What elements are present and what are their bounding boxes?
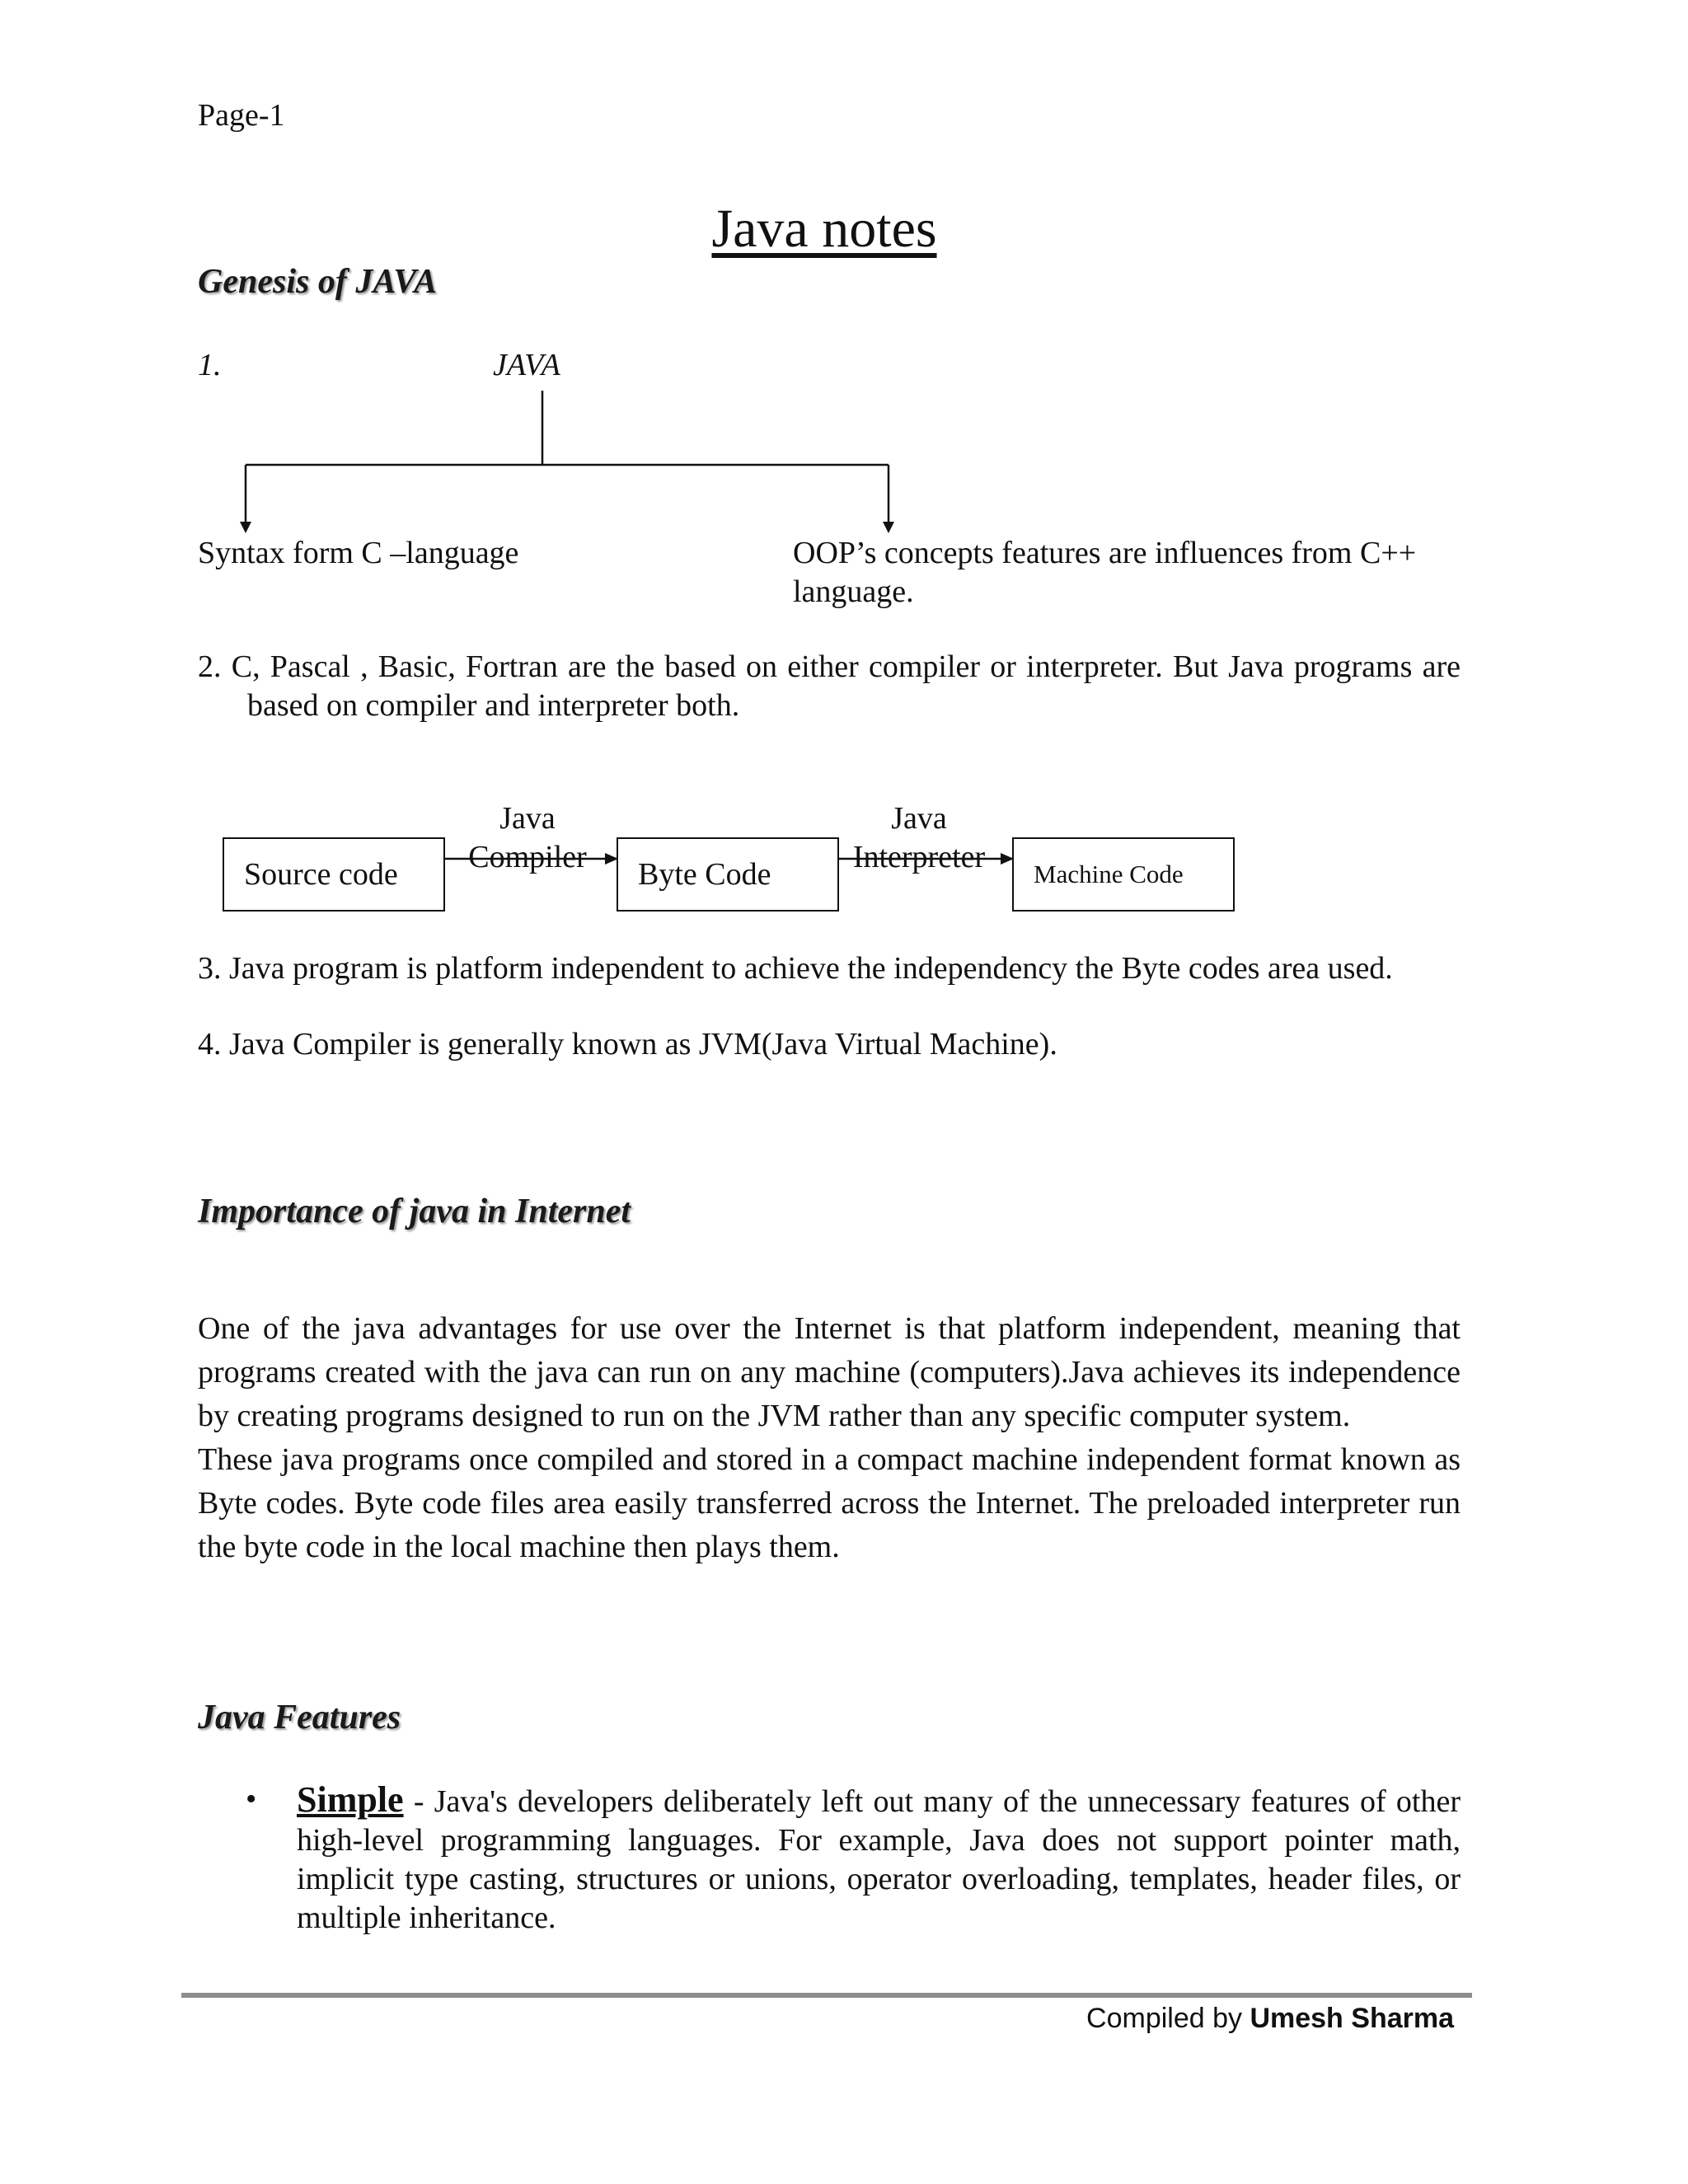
section-heading-features: Java Features xyxy=(198,1699,401,1736)
branch-left-text: Syntax form C –language xyxy=(198,536,519,570)
flow-arrow-label-interpreter: Java Interpreter xyxy=(852,801,986,874)
flow-box-machine-code xyxy=(1012,837,1235,912)
importance-paragraph-2: These java programs once compiled and stored in a compact machine independent format known as Byte codes. Byte code files area easily transferred across the Internet. The preloaded interpreter run the byte code in the local machine then plays them. xyxy=(198,1442,1461,1564)
footer-divider xyxy=(181,1993,1472,1998)
page-number: Page-1 xyxy=(198,98,285,133)
section-heading-genesis: Genesis of JAVA xyxy=(198,263,438,301)
footer-author: Umesh Sharma xyxy=(1250,2003,1454,2034)
importance-paragraph-1: One of the java advantages for use over the Internet is that platform independent, meaning that programs created with the java can run on any machine (computers).Java achieves its independence by creating programs designed to run on the JVM rather than any specific computer system. xyxy=(198,1311,1461,1433)
flow-box-source-code-label: Source code xyxy=(244,857,398,892)
paragraph-item-4: 4. Java Compiler is generally known as JVM(Java Virtual Machine). xyxy=(198,1027,1057,1062)
item-number-1: 1. xyxy=(198,348,222,382)
section-heading-importance: Importance of java in Internet xyxy=(198,1193,631,1230)
paragraph-item-3: 3. Java program is platform independent to achieve the independency the Byte codes area used. xyxy=(198,951,1393,986)
branch-right-text: OOP’s concepts features are influences from C++ language. xyxy=(793,536,1417,609)
flow-box-source-code xyxy=(223,837,445,912)
footer-credit xyxy=(989,2003,1454,2035)
footer-prefix: Compiled by xyxy=(1086,2003,1250,2034)
flow-box-byte-code xyxy=(617,837,839,912)
importance-body xyxy=(198,1307,1461,1569)
feature-description-simple: - Java's developers deliberately left out many of the unnecessary features of other high-level programming languages. For example, Java does not support pointer math, implicit type casting, structures or unions, operator overloading, templates, header files, or multiple inheritance. xyxy=(297,1784,1461,1935)
tree-root-label: JAVA xyxy=(493,348,560,382)
feature-term-simple: Simple xyxy=(297,1779,404,1820)
flow-arrow-label-compiler: Java Compiler xyxy=(468,801,587,874)
bullet-icon: • xyxy=(246,1782,257,1816)
flow-box-machine-code-label: Machine Code xyxy=(1034,860,1184,888)
flow-box-byte-code-label: Byte Code xyxy=(638,857,771,892)
feature-simple-text xyxy=(297,1780,1461,1938)
document-title: Java notes xyxy=(711,199,937,259)
paragraph-item-2: 2. C, Pascal , Basic, Fortran are the based on either compiler or interpreter. But Java programs are based on compiler and interpreter both. xyxy=(198,649,1461,723)
